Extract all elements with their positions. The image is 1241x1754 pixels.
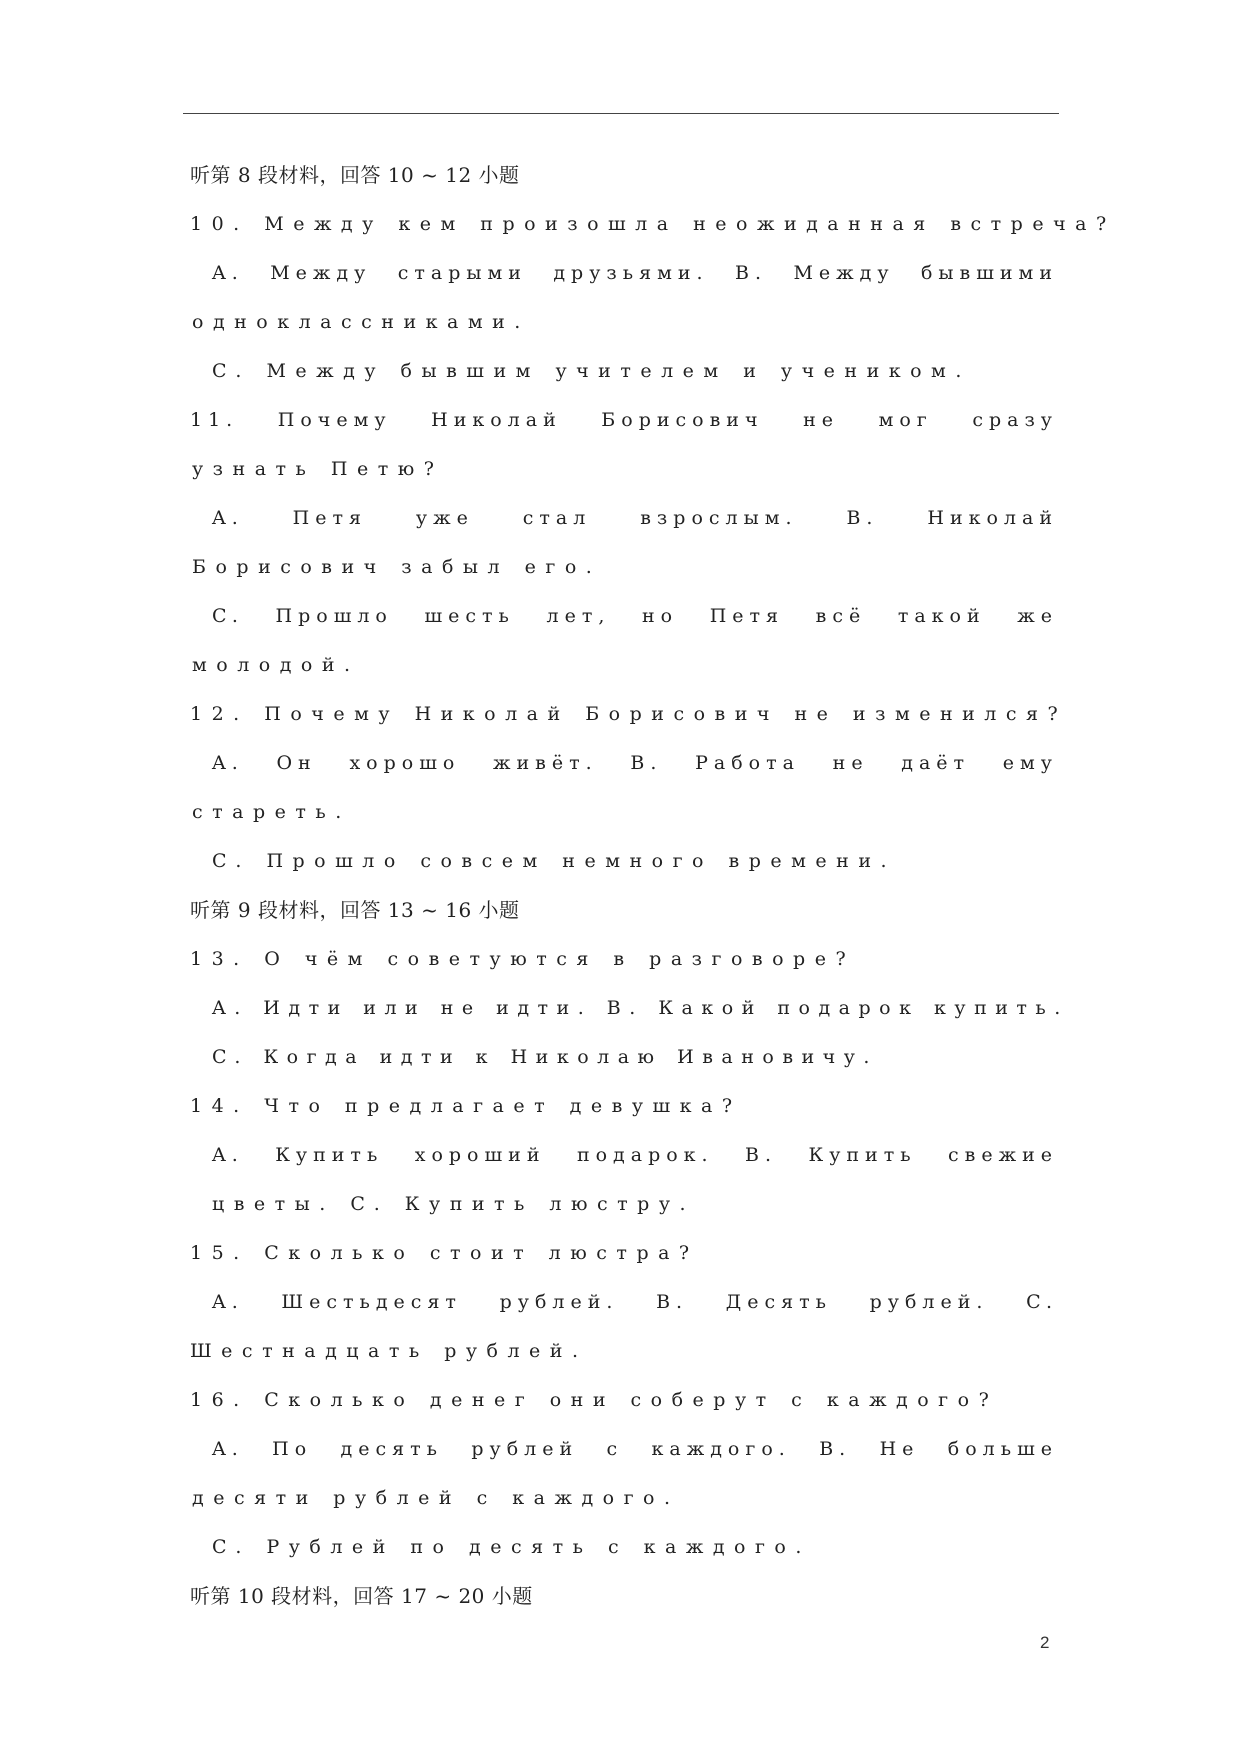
- question-11-cont: узнать Петю?: [192, 458, 444, 480]
- question-15-options: A. Шестьдесят рублей. B. Десять рублей. C.: [212, 1291, 1058, 1313]
- question-10-options-ab: A. Между старыми друзьями. B. Между бывшими: [212, 262, 1058, 284]
- question-14-options-ab: A. Купить хороший подарок. B. Купить свежие: [212, 1144, 1058, 1166]
- question-13-options-ab: A. Идти или не идти. B. Какой подарок купить.: [212, 997, 1069, 1019]
- section-heading: 听第 9 段材料，回答 13 ~ 16 小题: [190, 898, 520, 922]
- question-10-options-cont: одноклассниками.: [192, 311, 530, 333]
- question-12-options-cont: стареть.: [192, 801, 351, 823]
- question-11-option-c-cont: молодой.: [192, 654, 360, 676]
- question-13: 13. О чём советуются в разговоре?: [190, 948, 856, 970]
- section-heading: 听第 10 段材料，回答 17 ~ 20 小题: [190, 1584, 533, 1608]
- section-heading: 听第 8 段材料，回答 10 ~ 12 小题: [190, 163, 520, 187]
- header-rule: [183, 113, 1059, 114]
- question-15-options-cont: Шестнадцать рублей.: [190, 1340, 588, 1362]
- question-16-option-c: C. Рублей по десять с каждого.: [212, 1536, 811, 1558]
- question-13-option-c: C. Когда идти к Николаю Ивановичу.: [212, 1046, 878, 1068]
- question-12-options-ab: A. Он хорошо живёт. B. Работа не даёт ему: [212, 752, 1058, 774]
- question-12: 12. Почему Николай Борисович не изменился?: [190, 703, 1068, 725]
- question-16: 16. Сколько денег они соберут с каждого?: [190, 1389, 999, 1411]
- question-14: 14. Что предлагает девушка?: [190, 1095, 742, 1117]
- question-11-options-ab: A. Петя уже стал взрослым. B. Николай: [212, 507, 1058, 529]
- question-16-options-cont: десяти рублей с каждого.: [192, 1487, 680, 1509]
- question-12-option-c: C. Прошло совсем немного времени.: [212, 850, 897, 872]
- question-10: 10. Между кем произошла неожиданная встреча?: [190, 213, 1116, 235]
- question-10-option-c: C. Между бывшим учителем и учеником.: [212, 360, 971, 382]
- page-number: 2: [1040, 1633, 1050, 1652]
- question-11: 11. Почему Николай Борисович не мог сразу: [190, 409, 1058, 431]
- question-15: 15. Сколько стоит люстра?: [190, 1242, 699, 1264]
- question-11-options-cont: Борисович забыл его.: [192, 556, 602, 578]
- question-14-options-cont: цветы. C. Купить люстру.: [212, 1193, 696, 1215]
- question-11-option-c: C. Прошло шесть лет, но Петя всё такой же: [212, 605, 1058, 627]
- question-16-options-ab: A. По десять рублей с каждого. B. Не больше: [212, 1438, 1058, 1460]
